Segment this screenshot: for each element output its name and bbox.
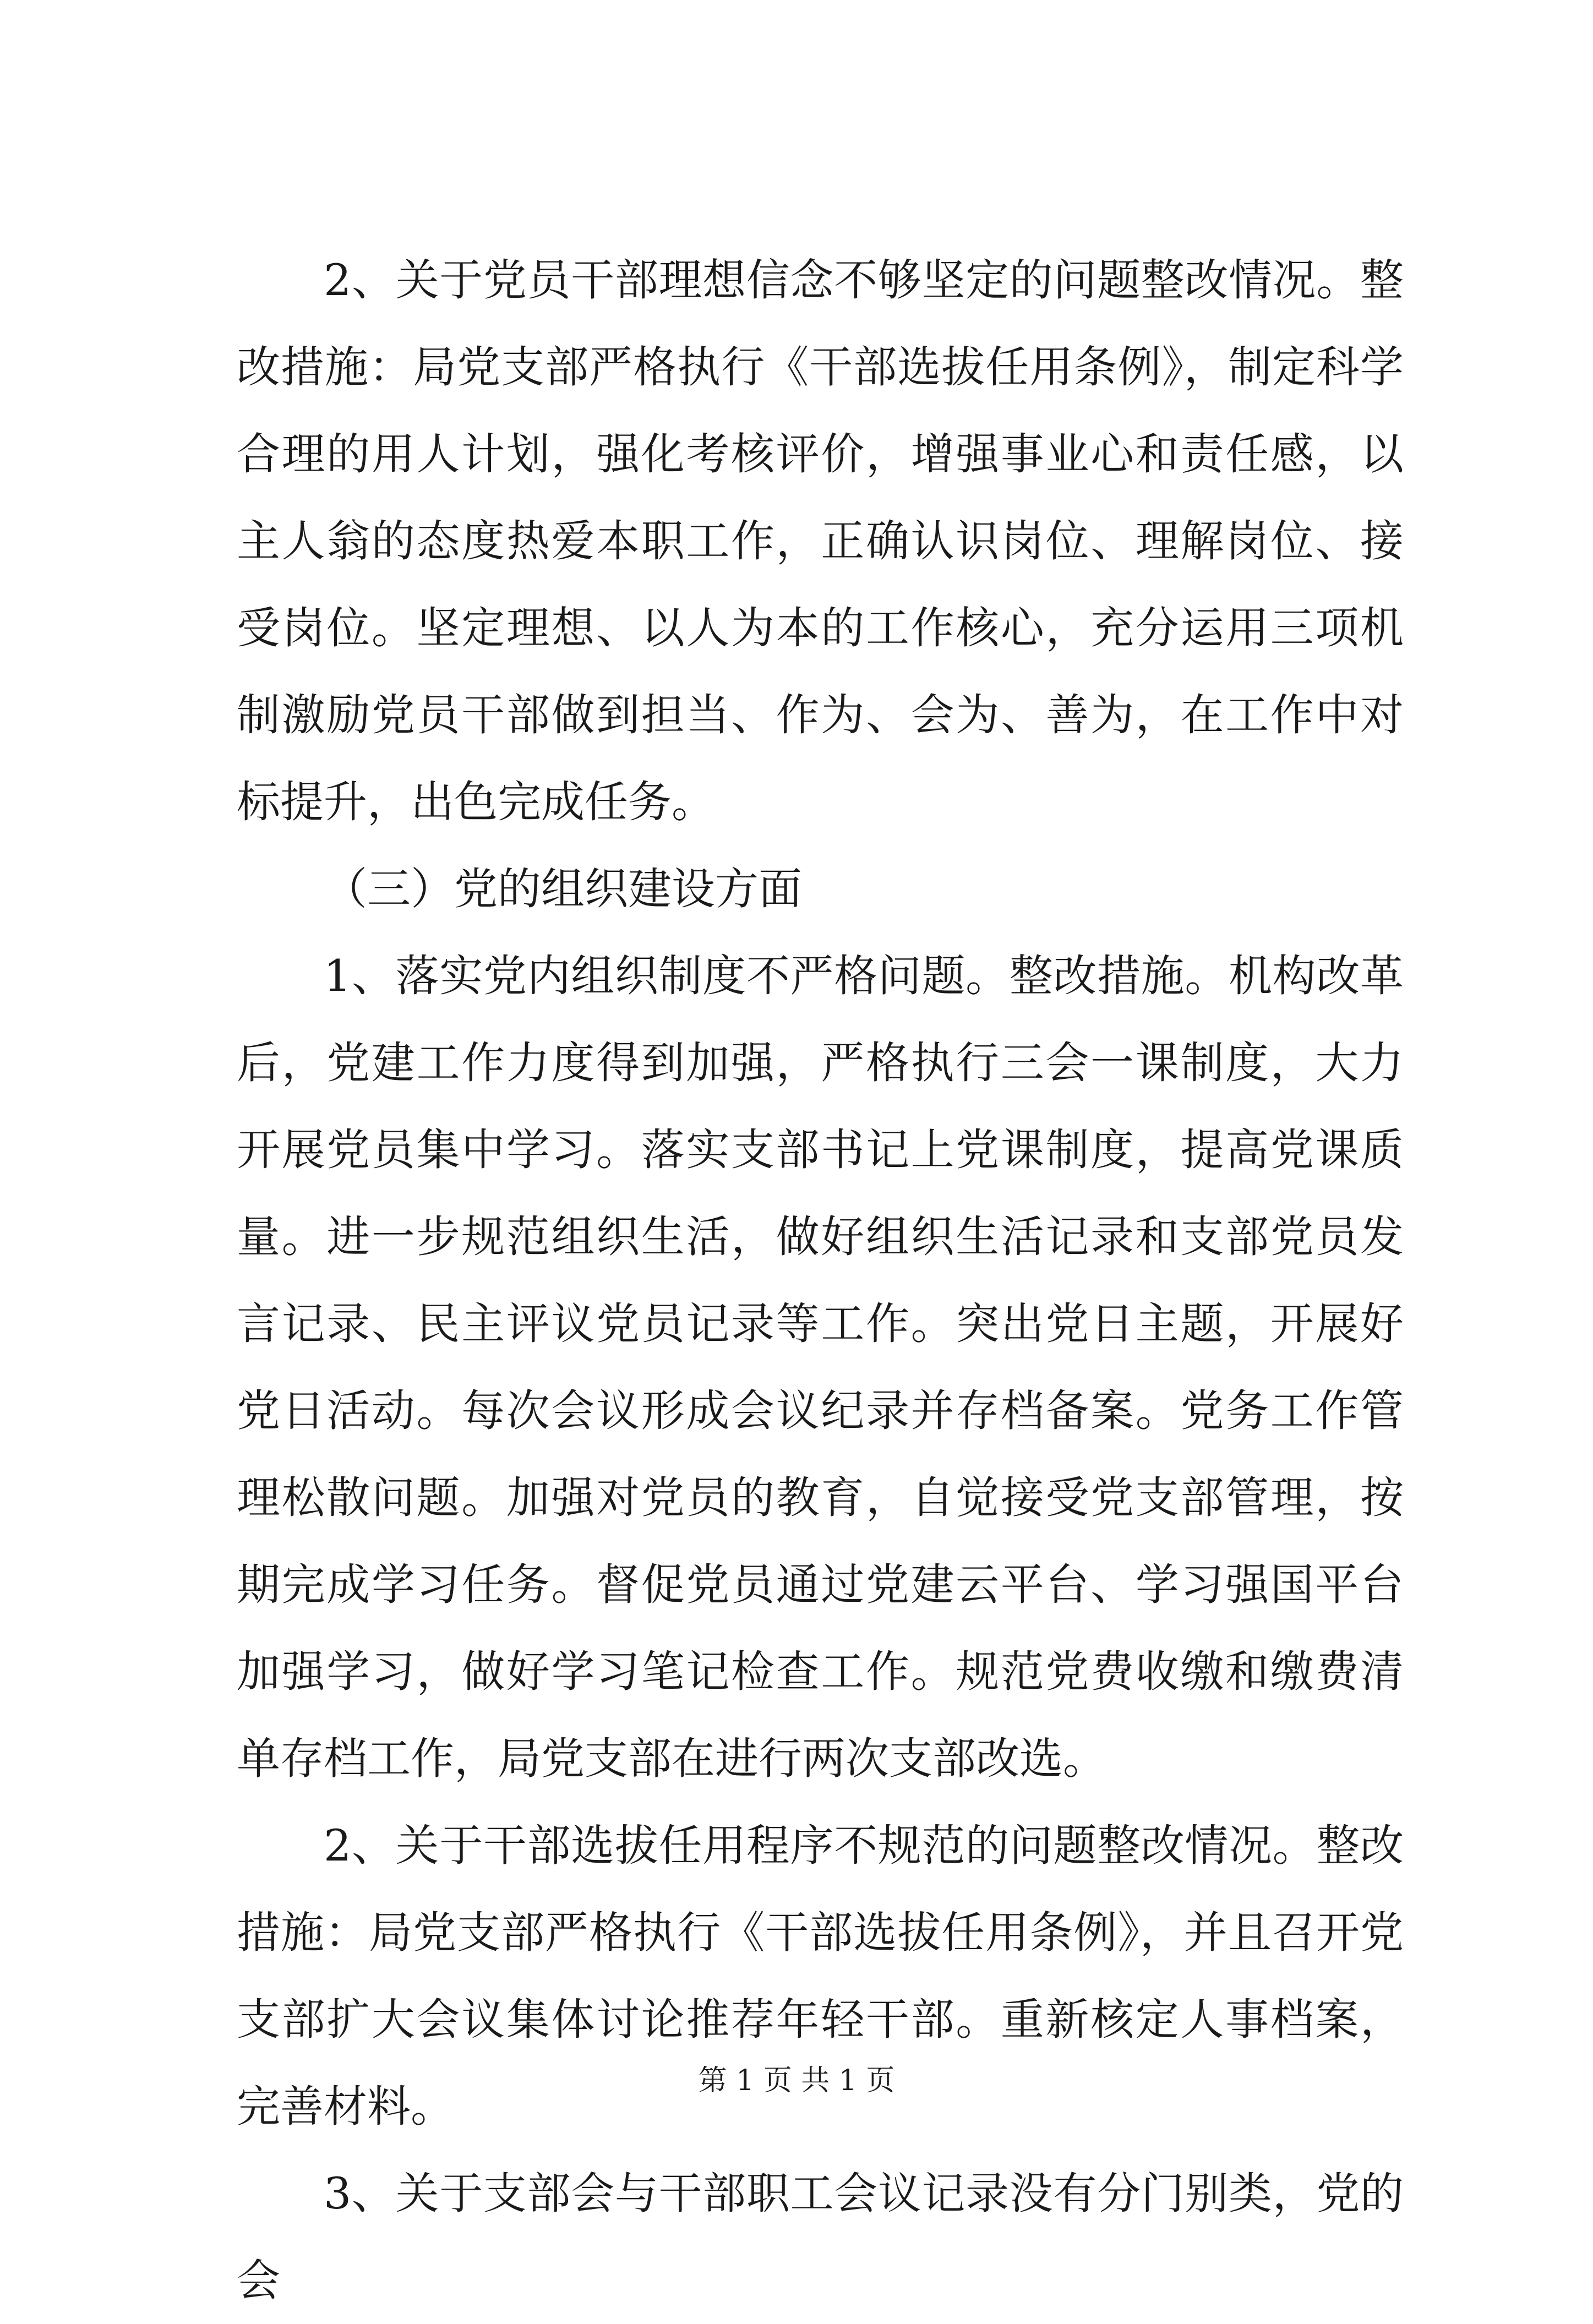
section-heading-organization: （三）党的组织建设方面 [324, 864, 802, 914]
paragraph-ideals-rectification: 2、关于党员干部理想信念不够坚定的问题整改情况。整改措施：局党支部严格执行《干部选拔任用条例》，制定科学合理的用人计划，强化考核评价，增强事业心和责任感，以主人翁的态度热爱本职工作，正确认识岗位、理解岗位、接受岗位。坚定理想、以人为本的工作核心，充分运用三项机制激励党员干部做到担当、作为、会为、善为，在工作中对标提升，出色完成任务。 [237, 255, 1404, 827]
paragraph-cadre-selection: 2、关于干部选拔任用程序不规范的问题整改情况。整改措施：局党支部严格执行《干部选拔任用条例》，并且召开党支部扩大会议集体讨论推荐年轻干部。重新核定人事档案，完善材料。 [237, 1820, 1404, 2132]
document-body [237, 237, 1404, 2324]
paragraph-meeting-records: 3、关于支部会与干部职工会议记录没有分门别类，党的会 [237, 2168, 1404, 2306]
paragraph-organization-system: 1、落实党内组织制度不严格问题。整改措施。机构改革后，党建工作力度得到加强，严格执行三会一课制度，大力开展党员集中学习。落实支部书记上党课制度，提高党课质量。进一步规范组织生活，做好组织生活记录和支部党员发言记录、民主评议党员记录等工作。突出党日主题，开展好党日活动。每次会议形成会议纪录并存档备案。党务工作管理松散问题。加强对党员的教育，自觉接受党支部管理，按期完成学习任务。督促党员通过党建云平台、学习强国平台加强学习，做好学习笔记检查工作。规范党费收缴和缴费清单存档工作，局党支部在进行两次支部改选。 [237, 951, 1404, 1784]
page-footer: 第 1 页 共 1 页 [698, 2064, 895, 2097]
